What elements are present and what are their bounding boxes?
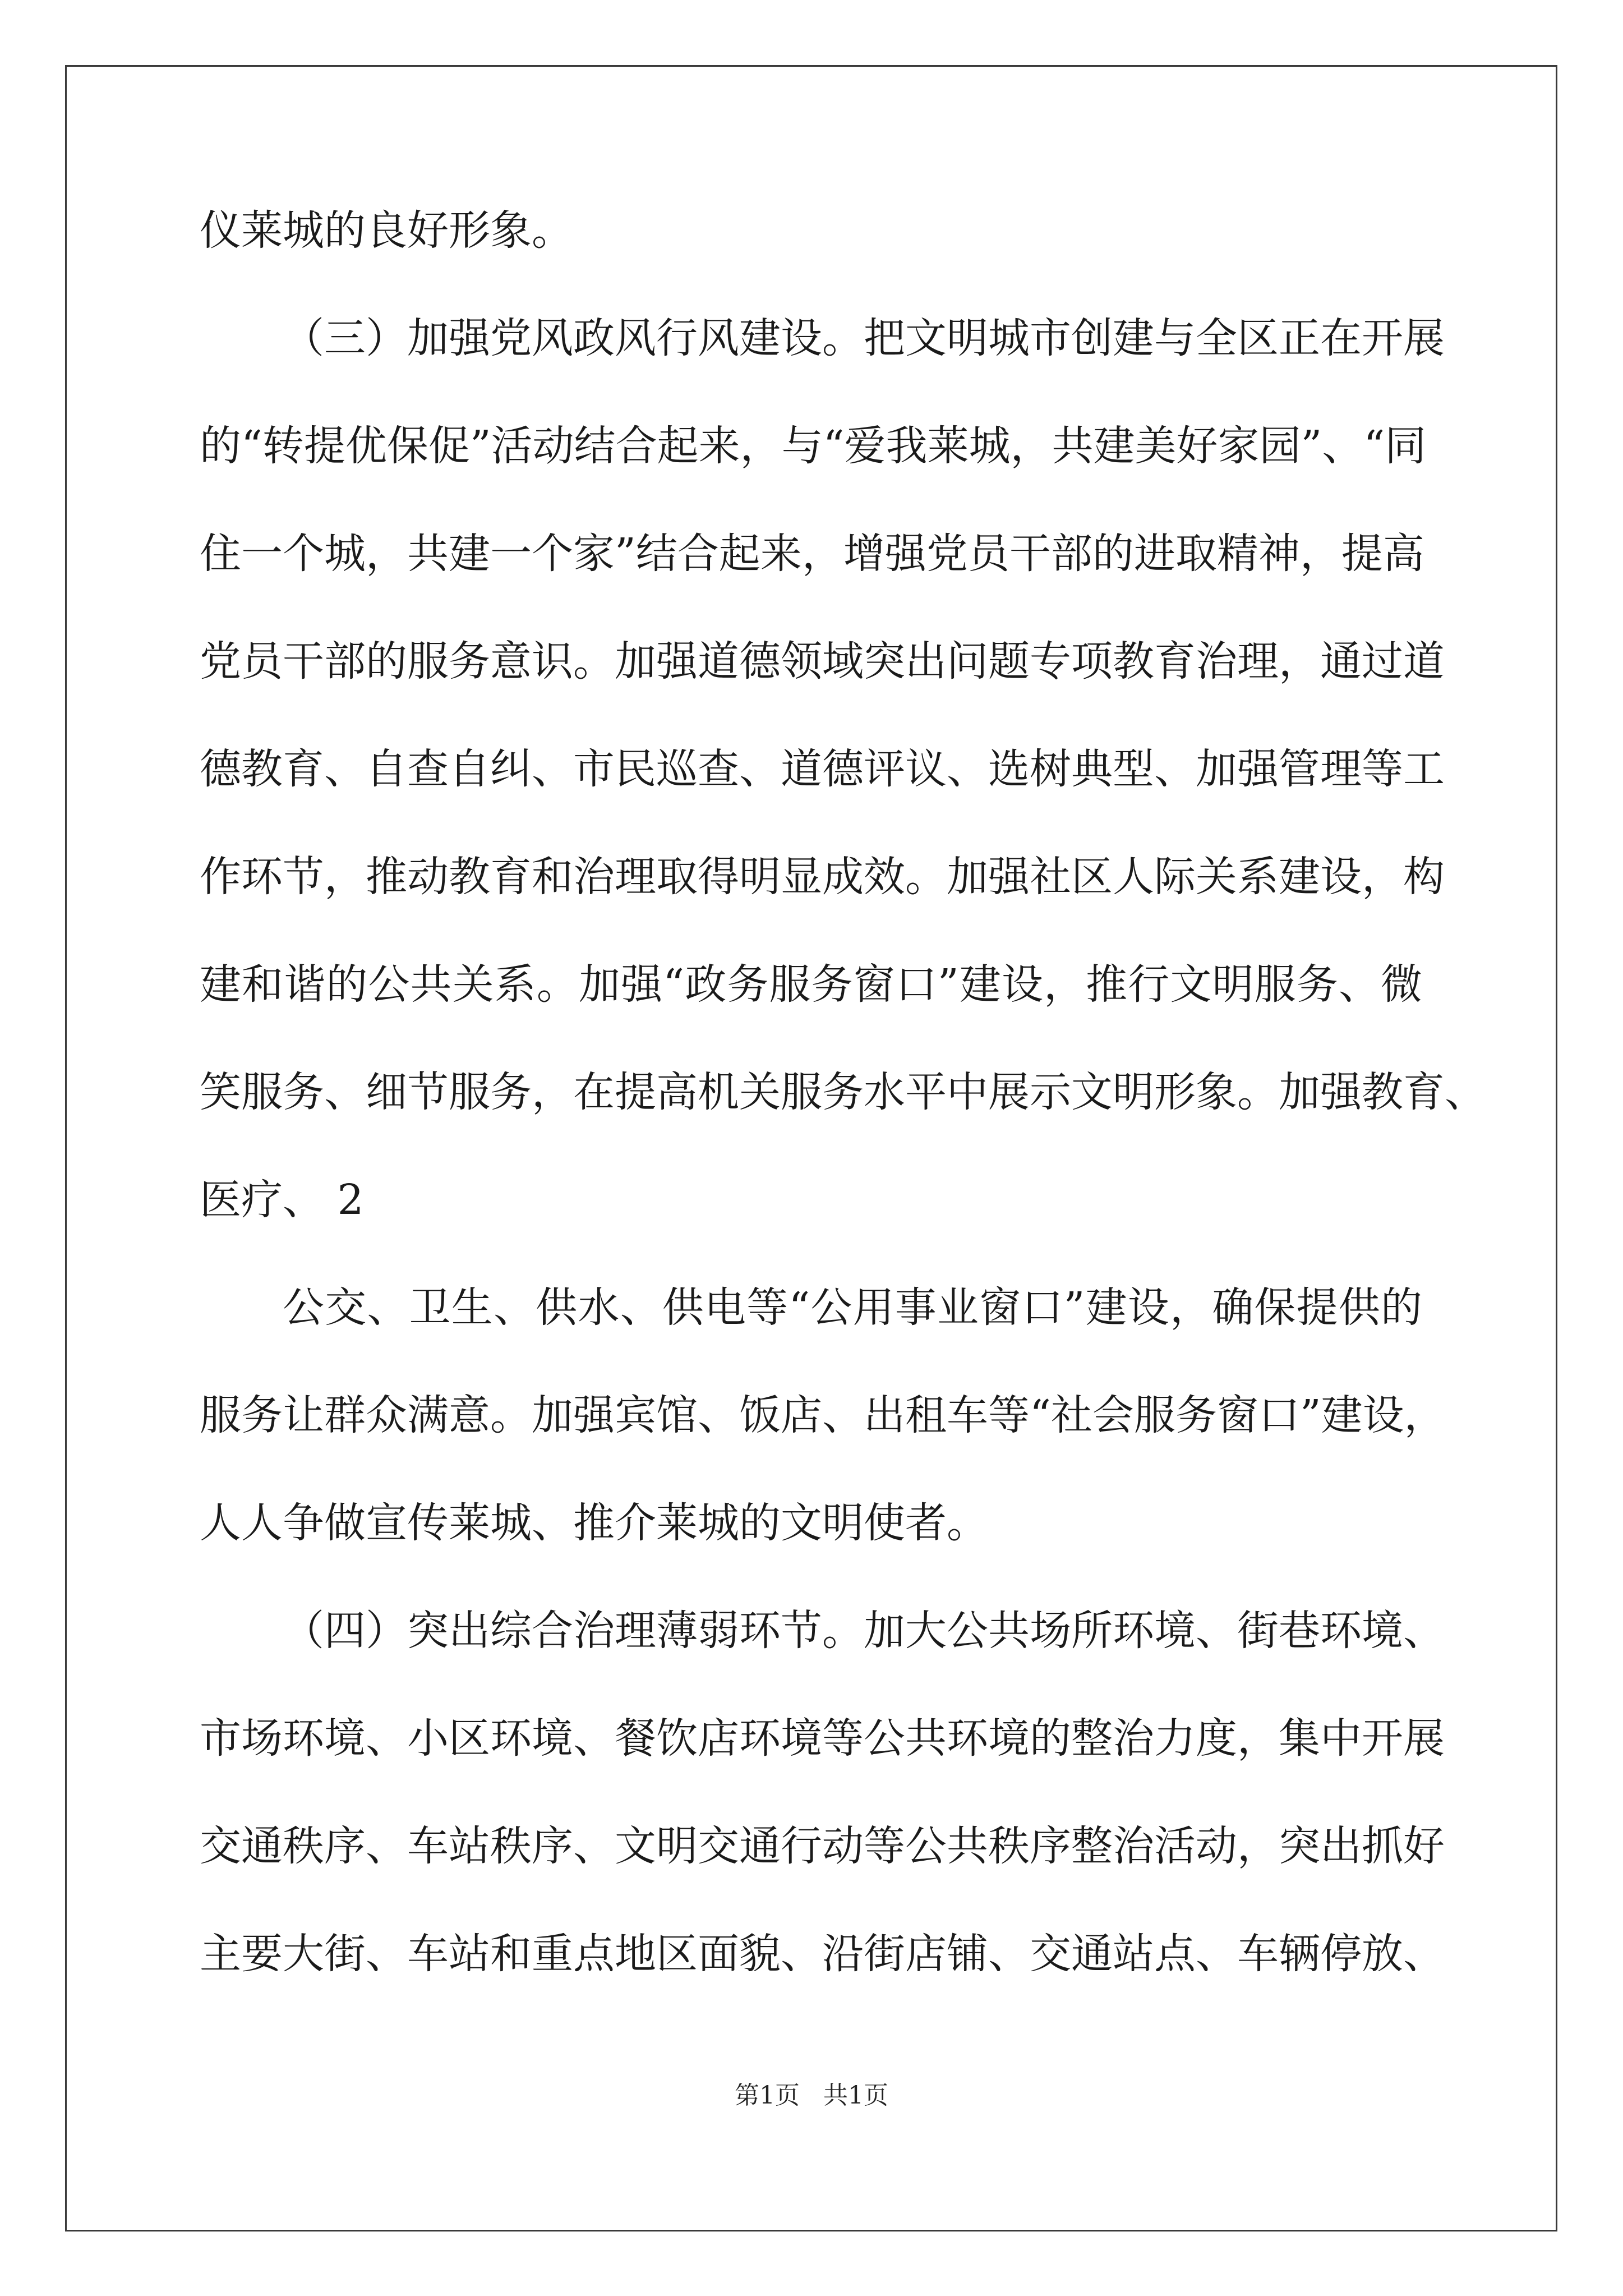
text-line: 市场环境、小区环境、餐饮店环境等公共环境的整治力度，集中开展 <box>200 1714 1445 1763</box>
text-line: 医疗、 2 <box>200 1176 364 1224</box>
text-line: 公交、卫生、供水、供电等“公用事业窗口”建设，确保提供的 <box>283 1283 1422 1332</box>
text-line: 的“转提优保促”活动结合起来，与“爱我莱城，共建美好家园”、“同 <box>200 422 1427 470</box>
text-line: 德教育、自查自纠、市民巡查、道德评议、选树典型、加强管理等工 <box>200 745 1445 793</box>
text-line: （四）突出综合治理薄弱环节。加大公共场所环境、街巷环境、 <box>283 1607 1445 1655</box>
text-line: 笑服务、细节服务，在提高机关服务水平中展示文明形象。加强教育、 <box>200 1068 1486 1116</box>
text-line: 仪莱城的良好形象。 <box>200 206 573 255</box>
page-footer: 第1页 共1页 <box>735 2081 888 2110</box>
text-line: 服务让群众满意。加强宾馆、饭店、出租车等“社会服务窗口”建设， <box>200 1391 1446 1439</box>
text-line: 住一个城，共建一个家”结合起来，增强党员干部的进取精神，提高 <box>200 530 1424 578</box>
text-line: 党员干部的服务意识。加强道德领域突出问题专项教育治理，通过道 <box>200 637 1445 685</box>
text-line: 交通秩序、车站秩序、文明交通行动等公共秩序整治活动，突出抓好 <box>200 1822 1445 1870</box>
document-body <box>200 177 1486 2008</box>
text-line: 主要大街、车站和重点地区面貌、沿街店铺、交通站点、车辆停放、 <box>200 1930 1445 1978</box>
text-line: 作环节，推动教育和治理取得明显成效。加强社区人际关系建设，构 <box>200 853 1445 901</box>
text-line: 建和谐的公共关系。加强“政务服务窗口”建设，推行文明服务、微 <box>200 960 1422 1009</box>
text-line: （三）加强党风政风行风建设。把文明城市创建与全区正在开展 <box>283 314 1445 362</box>
text-line: 人人争做宣传莱城、推介莱城的文明使者。 <box>200 1499 988 1547</box>
